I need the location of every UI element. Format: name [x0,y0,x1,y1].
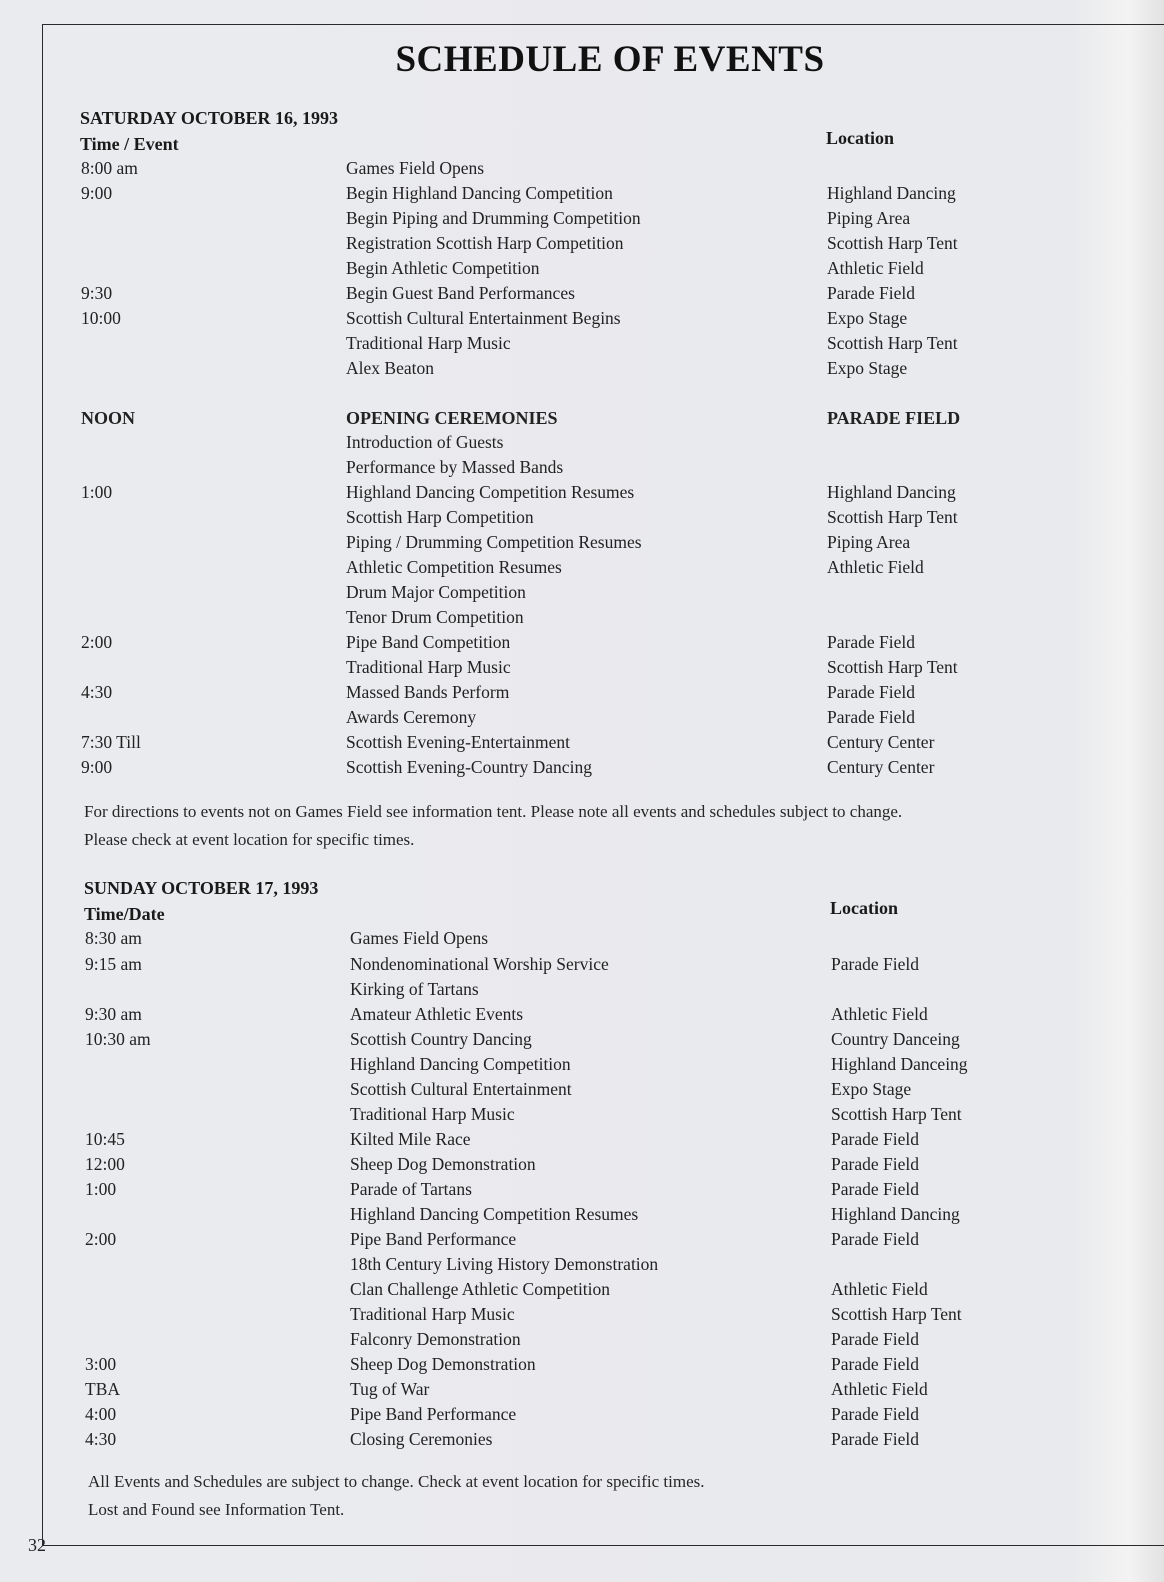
event-name: Falconry Demonstration [350,1329,521,1349]
event-location: Country Danceing [831,1029,960,1049]
event-name: Awards Ceremony [346,707,477,727]
event-name: Games Field Opens [346,158,485,178]
event-time: 9:00 [81,757,113,777]
saturday-location-header: Location [826,128,895,148]
event-name: Sheep Dog Demonstration [350,1154,536,1174]
event-location: Century Center [827,732,935,752]
event-location: Parade Field [827,682,915,702]
event-location: Parade Field [831,1129,919,1149]
event-name: Begin Athletic Competition [346,258,540,278]
event-name: Highland Dancing Competition [350,1054,571,1074]
event-location: Athletic Field [831,1379,928,1399]
saturday-date: SATURDAY OCTOBER 16, 1993 [80,108,339,128]
event-name: 18th Century Living History Demonstration [350,1254,659,1274]
event-name: Scottish Cultural Entertainment Begins [346,308,621,328]
event-time: 10:30 am [85,1029,151,1049]
event-name: Athletic Competition Resumes [346,557,562,577]
event-location: Piping Area [827,532,911,552]
event-time: 9:30 [81,283,113,303]
event-time: 2:00 [81,632,113,652]
sunday-location-header: Location [830,898,899,918]
event-location: Highland Danceing [831,1054,968,1074]
event-location: Scottish Harp Tent [827,233,958,253]
event-time: 4:30 [85,1429,117,1449]
saturday-note-line1: For directions to events not on Games Field see information tent. Please note all events and schedules subject to change. [84,802,903,821]
event-location: Parade Field [831,1179,919,1199]
event-name: Traditional Harp Music [350,1104,515,1124]
event-name: Sheep Dog Demonstration [350,1354,536,1374]
event-time: 9:30 am [85,1004,142,1024]
event-name: Games Field Opens [350,928,489,948]
event-time: 8:00 am [81,158,138,178]
sunday-date: SUNDAY OCTOBER 17, 1993 [84,878,319,898]
event-name: Begin Guest Band Performances [346,283,575,303]
event-name: Kilted Mile Race [350,1129,471,1149]
event-location: Parade Field [831,1329,919,1349]
event-time: 4:00 [85,1404,117,1424]
event-name: Massed Bands Perform [346,682,510,702]
event-name: Closing Ceremonies [350,1429,493,1449]
event-location: Parade Field [831,1154,919,1174]
event-location: Athletic Field [827,557,924,577]
event-location: Parade Field [831,954,919,974]
event-location: Expo Stage [827,308,908,328]
page-title: SCHEDULE OF EVENTS [395,39,825,80]
event-name: Tug of War [350,1379,430,1399]
event-name: Introduction of Guests [346,432,504,452]
event-location: Scottish Harp Tent [831,1304,962,1324]
event-name: Amateur Athletic Events [350,1004,524,1024]
event-location: Piping Area [827,208,911,228]
event-time: 7:30 Till [81,732,141,752]
event-location: PARADE FIELD [827,408,961,428]
event-location: Parade Field [831,1429,919,1449]
event-name: Pipe Band Performance [350,1404,517,1424]
event-name: Pipe Band Performance [350,1229,517,1249]
event-location: Expo Stage [827,358,908,378]
event-name: Clan Challenge Athletic Competition [350,1279,611,1299]
event-name: Scottish Country Dancing [350,1029,532,1049]
event-location: Scottish Harp Tent [827,657,958,677]
event-time: 1:00 [85,1179,117,1199]
event-time: 3:00 [85,1354,117,1374]
event-name: Nondenominational Worship Service [350,954,609,974]
event-location: Parade Field [831,1354,919,1374]
event-time: TBA [85,1379,120,1399]
event-location: Highland Dancing [827,183,956,203]
event-name: Drum Major Competition [346,582,526,602]
event-name: Highland Dancing Competition Resumes [350,1204,639,1224]
event-location: Parade Field [827,632,915,652]
event-name: Pipe Band Competition [346,632,511,652]
event-time: 9:00 [81,183,113,203]
event-time: 8:30 am [85,928,142,948]
event-name: Scottish Harp Competition [346,507,534,527]
event-name: Scottish Evening-Entertainment [346,732,571,752]
event-location: Century Center [827,757,935,777]
event-location: Parade Field [831,1404,919,1424]
event-name: Performance by Massed Bands [346,457,564,477]
event-location: Parade Field [827,283,915,303]
event-location: Parade Field [831,1229,919,1249]
event-name: Tenor Drum Competition [346,607,524,627]
event-location: Scottish Harp Tent [827,507,958,527]
event-name: Parade of Tartans [350,1179,472,1199]
event-time: 9:15 am [85,954,142,974]
sunday-time-header: Time/Date [84,904,165,924]
event-name: Kirking of Tartans [350,979,479,999]
event-time: 10:45 [85,1129,125,1149]
event-name: Traditional Harp Music [346,657,511,677]
event-location: Highland Dancing [827,482,956,502]
event-time: 10:00 [81,308,121,328]
event-name: Scottish Evening-Country Dancing [346,757,592,777]
sunday-note-line1: All Events and Schedules are subject to change. Check at event location for specific times. [88,1472,705,1491]
event-name: Begin Highland Dancing Competition [346,183,613,203]
event-location: Scottish Harp Tent [831,1104,962,1124]
event-name: Scottish Cultural Entertainment [350,1079,572,1099]
event-time: 1:00 [81,482,113,502]
event-time: 12:00 [85,1154,125,1174]
event-location: Athletic Field [827,258,924,278]
event-time: 2:00 [85,1229,117,1249]
event-location: Athletic Field [831,1279,928,1299]
event-time: 4:30 [81,682,113,702]
event-name: Highland Dancing Competition Resumes [346,482,635,502]
event-name: OPENING CEREMONIES [346,408,558,428]
event-name: Piping / Drumming Competition Resumes [346,532,642,552]
event-name: Traditional Harp Music [346,333,511,353]
event-name: Traditional Harp Music [350,1304,515,1324]
saturday-note-line2: Please check at event location for specific times. [84,830,415,849]
event-name: Registration Scottish Harp Competition [346,233,624,253]
page-number: 32 [28,1535,46,1555]
event-location: Athletic Field [831,1004,928,1024]
event-location: Parade Field [827,707,915,727]
event-name: Begin Piping and Drumming Competition [346,208,641,228]
event-location: Expo Stage [831,1079,912,1099]
sunday-note-line2: Lost and Found see Information Tent. [88,1500,345,1519]
event-location: Scottish Harp Tent [827,333,958,353]
saturday-time-header: Time / Event [80,134,179,154]
event-name: Alex Beaton [346,358,434,378]
event-time: NOON [81,408,135,428]
event-location: Highland Dancing [831,1204,960,1224]
